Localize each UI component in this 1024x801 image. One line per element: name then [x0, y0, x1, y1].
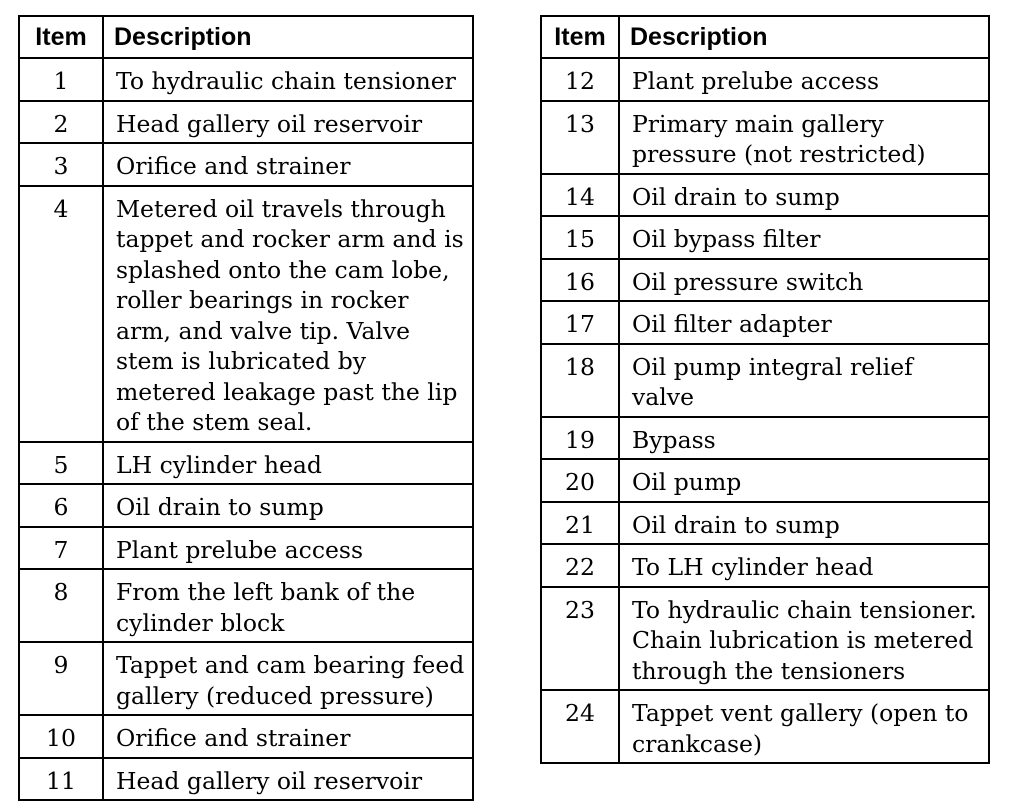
table-row	[19, 442, 473, 485]
table-row	[541, 301, 989, 344]
item-number: 14	[541, 174, 619, 217]
table-row	[19, 642, 473, 715]
legend-table-left	[18, 15, 474, 801]
item-description: Oil bypass filter	[619, 216, 989, 259]
item-description: Oil pump	[619, 459, 989, 502]
table-row	[541, 459, 989, 502]
item-number: 22	[541, 544, 619, 587]
item-number: 21	[541, 502, 619, 545]
item-number: 5	[19, 442, 103, 485]
item-description: Bypass	[619, 417, 989, 460]
item-description: Head gallery oil reservoir	[103, 758, 473, 801]
table-row	[541, 344, 989, 417]
item-description: Oil drain to sump	[103, 484, 473, 527]
table-row	[541, 502, 989, 545]
item-description: Metered oil travels through tappet and rocker arm and is splashed onto the cam lobe, roller bearings in rocker arm, and valve tip. Valve stem is lubricated by metered leakage past the lip of the stem seal.	[103, 186, 473, 442]
item-description: Head gallery oil reservoir	[103, 101, 473, 144]
item-number: 11	[19, 758, 103, 801]
table-row	[19, 715, 473, 758]
item-number: 12	[541, 58, 619, 101]
item-description: Orifice and strainer	[103, 715, 473, 758]
table-row	[541, 417, 989, 460]
item-description: Oil pump integral relief valve	[619, 344, 989, 417]
table-row	[541, 544, 989, 587]
table-row	[19, 569, 473, 642]
header-description: Description	[619, 16, 989, 58]
legend-table-right	[540, 15, 990, 764]
item-description: To hydraulic chain tensioner	[103, 58, 473, 101]
header-item: Item	[541, 16, 619, 58]
item-number: 3	[19, 143, 103, 186]
header-description: Description	[103, 16, 473, 58]
item-description: Oil filter adapter	[619, 301, 989, 344]
item-number: 18	[541, 344, 619, 417]
item-description: Oil drain to sump	[619, 174, 989, 217]
table-row	[19, 527, 473, 570]
item-number: 2	[19, 101, 103, 144]
table-row	[19, 101, 473, 144]
item-number: 24	[541, 690, 619, 763]
item-number: 9	[19, 642, 103, 715]
item-number: 20	[541, 459, 619, 502]
item-description: LH cylinder head	[103, 442, 473, 485]
item-description: Oil drain to sump	[619, 502, 989, 545]
item-description: Primary main gallery pressure (not restricted)	[619, 101, 989, 174]
item-number: 15	[541, 216, 619, 259]
table-row	[541, 101, 989, 174]
table-row	[541, 690, 989, 763]
item-description: Oil pressure switch	[619, 259, 989, 302]
table-row	[541, 587, 989, 691]
item-description: Plant prelube access	[103, 527, 473, 570]
item-number: 19	[541, 417, 619, 460]
table-row	[19, 484, 473, 527]
table-row	[19, 758, 473, 801]
item-number: 7	[19, 527, 103, 570]
header-row	[541, 16, 989, 58]
item-description: Plant prelube access	[619, 58, 989, 101]
item-number: 13	[541, 101, 619, 174]
item-number: 16	[541, 259, 619, 302]
item-description: Tappet and cam bearing feed gallery (reduced pressure)	[103, 642, 473, 715]
item-number: 6	[19, 484, 103, 527]
table-row	[541, 259, 989, 302]
table-row	[541, 58, 989, 101]
item-description: Tappet vent gallery (open to crankcase)	[619, 690, 989, 763]
item-description: From the left bank of the cylinder block	[103, 569, 473, 642]
item-description: Orifice and strainer	[103, 143, 473, 186]
item-number: 17	[541, 301, 619, 344]
item-number: 8	[19, 569, 103, 642]
item-number: 10	[19, 715, 103, 758]
header-row	[19, 16, 473, 58]
item-number: 23	[541, 587, 619, 691]
item-description: To LH cylinder head	[619, 544, 989, 587]
table-row	[541, 216, 989, 259]
item-number: 4	[19, 186, 103, 442]
header-item: Item	[19, 16, 103, 58]
table-row	[19, 186, 473, 442]
table-row	[19, 143, 473, 186]
table-row	[541, 174, 989, 217]
table-row	[19, 58, 473, 101]
item-description: To hydraulic chain tensioner. Chain lubrication is metered through the tensioners	[619, 587, 989, 691]
item-number: 1	[19, 58, 103, 101]
